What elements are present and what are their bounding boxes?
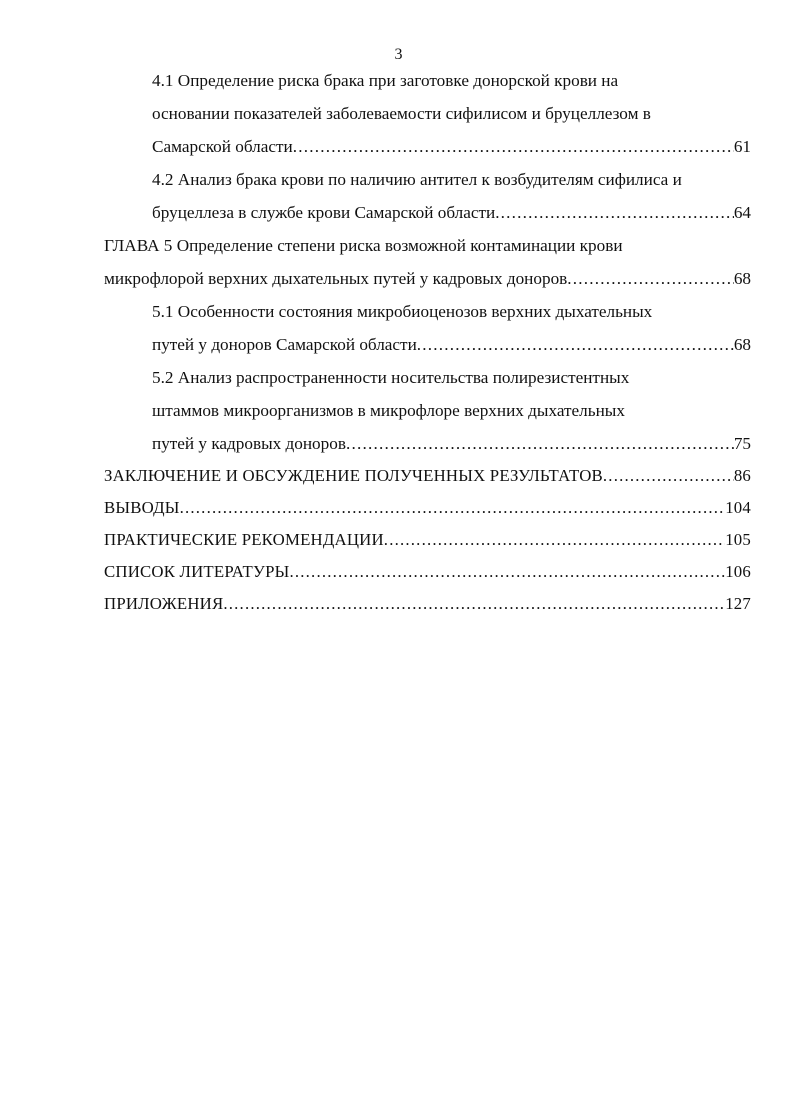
toc-text: ЗАКЛЮЧЕНИЕ И ОБСУЖДЕНИЕ ПОЛУЧЕННЫХ РЕЗУЛЬТАТОВ: [104, 466, 603, 485]
toc-entry-recommendations: [104, 524, 751, 556]
toc-entry-references: [104, 556, 751, 588]
toc-page-number: 64: [733, 203, 751, 222]
toc-text: СПИСОК ЛИТЕРАТУРЫ: [104, 562, 290, 581]
toc-page-number: 68: [733, 269, 751, 288]
toc-line: [104, 394, 751, 427]
dot-leader: [293, 130, 734, 163]
toc-entry-chapter-5: [104, 229, 751, 295]
toc-line: [104, 361, 751, 394]
toc-text: ГЛАВА 5 Определение степени риска возможной контаминации крови: [104, 236, 623, 255]
toc-line: [104, 196, 751, 229]
toc-line: [104, 328, 751, 361]
toc-page-number: 127: [725, 594, 751, 613]
toc-entry-5-1: [104, 295, 751, 361]
toc-text: 5.2 Анализ распространенности носительства полирезистентных: [152, 368, 630, 387]
toc-text: ПРИЛОЖЕНИЯ: [104, 594, 224, 613]
toc-text: путей у доноров Самарской области: [152, 335, 417, 354]
toc-page-number: 104: [725, 498, 751, 517]
toc-text: основании показателей заболеваемости сифилисом и бруцеллезом в: [152, 104, 651, 123]
dot-leader: [567, 262, 734, 295]
toc-text: бруцеллеза в службе крови Самарской области: [152, 203, 496, 222]
dot-leader: [346, 427, 734, 460]
toc-entry-conclusion: [104, 460, 751, 492]
table-of-contents: [104, 64, 751, 620]
toc-text: 4.1 Определение риска брака при заготовке донорской крови на: [152, 71, 619, 90]
toc-entry-findings: [104, 492, 751, 524]
dot-leader: [603, 460, 734, 492]
toc-line: [104, 64, 751, 97]
toc-text: ПРАКТИЧЕСКИЕ РЕКОМЕНДАЦИИ: [104, 530, 384, 549]
toc-page-number: 86: [733, 466, 751, 485]
dot-leader: [384, 524, 725, 556]
dot-leader: [495, 196, 734, 229]
dot-leader: [417, 328, 734, 361]
toc-page-number: 106: [725, 562, 751, 581]
dot-leader: [223, 588, 725, 620]
toc-line: [104, 262, 751, 295]
toc-entry-4-1: [104, 64, 751, 163]
toc-page-number: 105: [725, 530, 751, 549]
toc-text: 4.2 Анализ брака крови по наличию антител к возбудителям сифилиса и: [152, 170, 682, 189]
toc-line: [104, 97, 751, 130]
toc-text: штаммов микроорганизмов в микрофлоре верхних дыхательных: [152, 401, 625, 420]
toc-line: [104, 130, 751, 163]
toc-page-number: 68: [733, 335, 751, 354]
toc-page-number: 75: [733, 434, 751, 453]
dot-leader: [180, 492, 726, 524]
toc-page-number: 61: [733, 137, 751, 156]
toc-entry-5-2: [104, 361, 751, 460]
toc-entry-appendices: [104, 588, 751, 620]
toc-line: [104, 427, 751, 460]
toc-entry-4-2: [104, 163, 751, 229]
toc-text: Самарской области: [152, 137, 293, 156]
page-number: 3: [394, 46, 403, 63]
toc-line: [104, 229, 751, 262]
toc-line: [104, 163, 751, 196]
toc-text: микрофлорой верхних дыхательных путей у кадровых доноров: [104, 269, 568, 288]
toc-text: 5.1 Особенности состояния микробиоценозов верхних дыхательных: [152, 302, 653, 321]
toc-line: [104, 295, 751, 328]
dot-leader: [289, 556, 725, 588]
toc-text: ВЫВОДЫ: [104, 498, 180, 517]
toc-text: путей у кадровых доноров: [152, 434, 346, 453]
